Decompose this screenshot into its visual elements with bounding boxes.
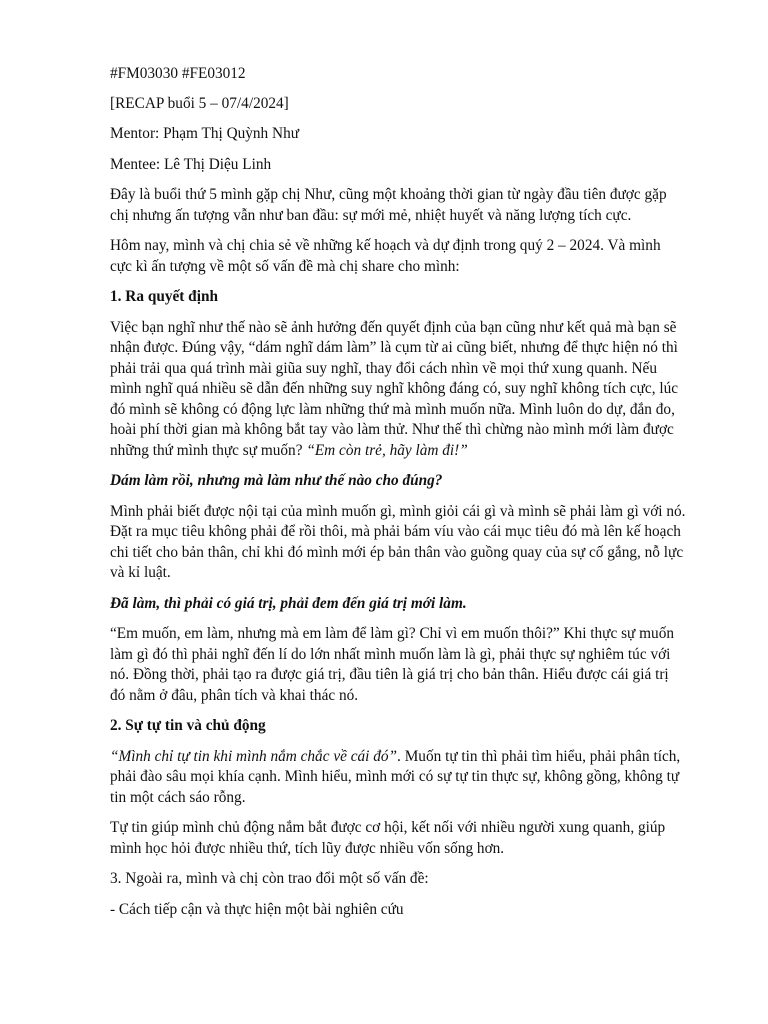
mentee-line: Mentee: Lê Thị Diệu Linh	[110, 155, 272, 173]
section-1-paragraph-1	[110, 318, 686, 462]
section-2-paragraph-2: Tự tin giúp mình chủ động nắm bắt được cơ hội, kết nối với nhiều người xung quanh, giúp mình học hỏi được nhiều thứ, tích lũy được nhiều vốn sống hơn.	[110, 819, 666, 857]
document-page	[110, 64, 686, 930]
intro-paragraph-2: Hôm nay, mình và chị chia sẻ về những kế hoạch và dự định trong quý 2 – 2024. Và mình cực kì ấn tượng về một số vấn đề mà chị share cho mình:	[110, 237, 661, 275]
intro-paragraph-1: Đây là buổi thứ 5 mình gặp chị Như, cũng một khoảng thời gian từ ngày đầu tiên được gặp chị nhưng ấn tượng vẫn như ban đầu: sự mới mẻ, nhiệt huyết và năng lượng tích cực.	[110, 186, 667, 224]
section-1-quote: “Em còn trẻ, hãy làm đi!”	[306, 441, 468, 459]
mentor-line: Mentor: Phạm Thị Quỳnh Như	[110, 125, 300, 142]
section-2-paragraph-1	[110, 747, 686, 809]
section-3-line-2: - Cách tiếp cận và thực hiện một bài nghiên cứu	[110, 900, 404, 918]
section-3-line-1: 3. Ngoài ra, mình và chị còn trao đổi một số vấn đề:	[110, 870, 429, 887]
section-1-heading: 1. Ra quyết định	[110, 288, 218, 305]
hashtags: #FM03030 #FE03012	[110, 65, 246, 82]
section-2-quote: “Mình chỉ tự tin khi mình nắm chắc về cái đó”	[110, 747, 398, 765]
section-2-paragraph-1-text: . Muốn tự tin thì phải tìm hiểu, phải phân tích, phải đào sâu mọi khía cạnh. Mình hiểu, mình mới có sự tự tin thực sự, không gồng, không tự tin một cách sáo rỗng.	[110, 747, 681, 806]
section-1-paragraph-2: Mình phải biết được nội tại của mình muốn gì, mình giỏi cái gì và mình sẽ phải làm gì với nó. Đặt ra mục tiêu không phải để rồi thôi, mà phải bám víu vào cái mục tiêu đó mà lên kế hoạch chi tiết cho bản thân, chỉ khi đó mình mới ép bản thân vào guồng quay của sự cố gắng, nỗ lực và kỉ luật.	[110, 502, 686, 581]
section-1-subheading-2: Đã làm, thì phải có giá trị, phải đem đến giá trị mới làm.	[110, 594, 467, 612]
section-1-paragraph-3: “Em muốn, em làm, nhưng mà em làm để làm gì? Chỉ vì em muốn thôi?” Khi thực sự muốn làm gì đó thì phải nghĩ đến lí do lớn nhất mình muốn làm là gì, phải thực sự nghiêm túc với nó. Đồng thời, phải tạo ra được giá trị, đầu tiên là giá trị cho bản thân. Hiểu được cái giá trị đó nằm ở đâu, phân tích và khai thác nó.	[110, 625, 674, 704]
recap-title: [RECAP buổi 5 – 07/4/2024]	[110, 94, 289, 112]
section-1-paragraph-1-text: Việc bạn nghĩ như thế nào sẽ ảnh hưởng đến quyết định của bạn cũng như kết quả mà bạn sẽ nhận được. Đúng vậy, “dám nghĩ dám làm” là cụm từ ai cũng biết, nhưng để thực hiện nó thì phải trải qua quá trình mài giũa suy nghĩ, thay đổi cách nhìn về mọi thứ xung quanh. Nếu mình nghĩ quá nhiều sẽ dẫn đến những suy nghĩ không đáng có, suy nghĩ không tích cực, lúc đó mình sẽ không có động lực làm những thứ mà mình muốn nữa. Mình luôn do dự, đắn đo, hoài phí thời gian mà không bắt tay vào làm thử. Như thế thì chừng nào mình mới làm được những thứ mình thực sự muốn?	[110, 318, 679, 459]
section-1-subheading-1: Dám làm rồi, nhưng mà làm như thế nào cho đúng?	[110, 472, 443, 489]
section-2-heading: 2. Sự tự tin và chủ động	[110, 717, 266, 734]
